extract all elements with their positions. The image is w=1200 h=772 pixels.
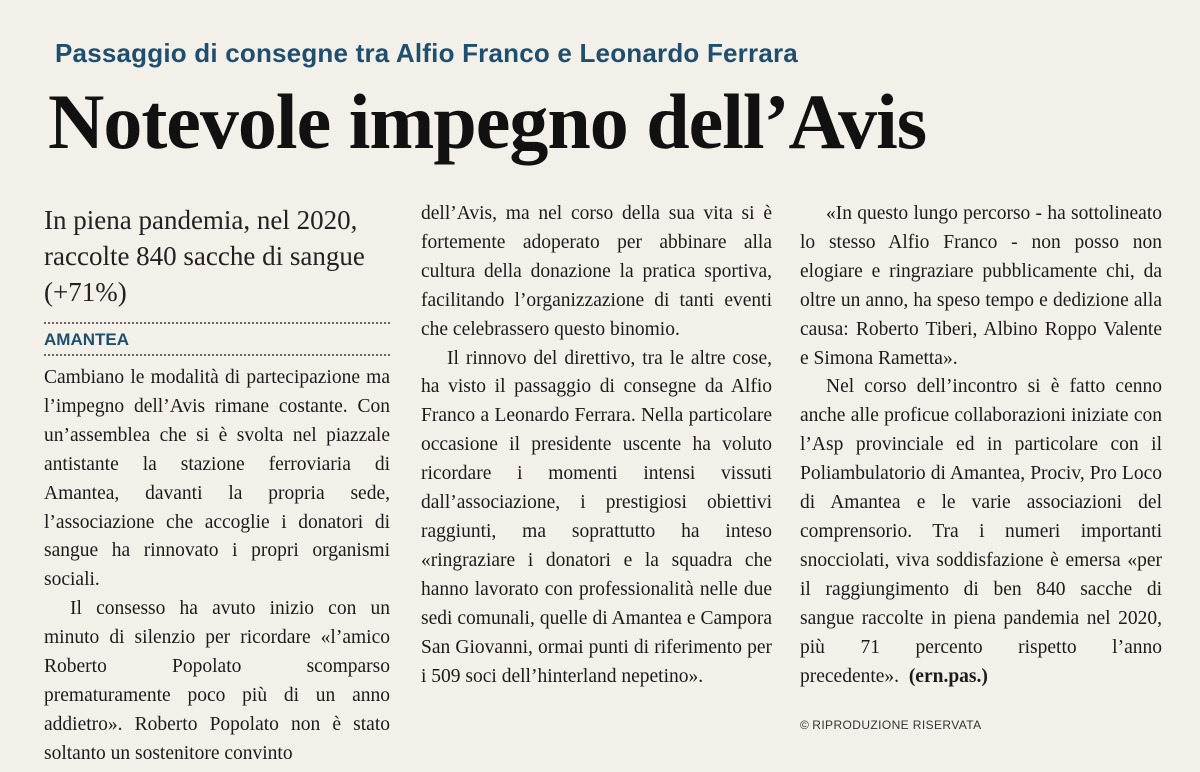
paragraph: Il consesso ha avuto inizio con un minuto di silenzio per ricordare «l’amico Roberto Popolato scomparso prematuramente poco più di un anno addietro». Roberto Popolato non è stato soltanto un sostenitore convinto bbox=[44, 598, 390, 764]
kicker: Passaggio di consegne tra Alfio Franco e Leonardo Ferrara bbox=[55, 38, 798, 68]
paragraph: dell’Avis, ma nel corso della sua vita si è fortemente adoperato per abbinare alla cultura della donazione la pratica sportiva, facilitando l’organizzazione di tanti eventi che celebrassero questo binomio. bbox=[421, 203, 772, 340]
headline: Notevole impegno dell’Avis bbox=[48, 78, 927, 165]
subheading: In piena pandemia, nel 2020, raccolte 840 sacche di sangue (+71%) bbox=[44, 205, 365, 307]
dotted-divider bbox=[44, 354, 390, 356]
paragraph-text: Nel corso dell’incontro si è fatto cenno anche alle proficue collaborazioni iniziate con l’Asp provinciale ed in particolare con il Poliambulatorio di Amantea, Prociv, Pro Loco di Amantea e le varie associazioni del comprensorio. Tra i numeri importanti snocciolati, viva soddisfazione è emersa «per il raggiungimento di ben 840 sacche di sangue raccolte in piena pandemia nel 2020, più 71 percento rispetto l’anno precedente». bbox=[800, 376, 1162, 687]
copyright-notice bbox=[800, 718, 982, 732]
author-signature: (ern.pas.) bbox=[908, 665, 988, 687]
paragraph: «In questo lungo percorso - ha sottolineato lo stesso Alfio Franco - non posso non elogiare e ringraziare pubblicamente chi, da oltre un anno, ha speso tempo e dedizione alla causa: Roberto Tiberi, Albino Roppo Valente e Simona Rametta». bbox=[800, 203, 1162, 369]
location-label: AMANTEA bbox=[44, 330, 129, 349]
dotted-divider bbox=[44, 322, 390, 324]
paragraph: Il rinnovo del direttivo, tra le altre cose, ha visto il passaggio di consegne da Alfio Franco a Leonardo Ferrara. Nella particolare occasione il presidente uscente ha voluto ricordare i momenti intensi vissuti dall’associazione, i prestigiosi obiettivi raggiunti, ma soprattutto ha inteso «ringraziare i donatori e la squadra che hanno lavorato con professionalità nelle due sedi comunali, quelle di Amantea e Campora San Giovanni, ormai punti di riferimento per i 509 soci dell’hinterland nepetino». bbox=[421, 347, 772, 687]
copyright-icon: © bbox=[800, 718, 810, 732]
article-column-2 bbox=[421, 200, 772, 691]
copyright-text: RIPRODUZIONE RISERVATA bbox=[812, 718, 982, 732]
article-column-3 bbox=[800, 200, 1162, 691]
article-column-1 bbox=[44, 200, 390, 769]
paragraph: Cambiano le modalità di partecipazione ma l’impegno dell’Avis rimane costante. Con un’assemblea che si è svolta nel piazzale antistante la stazione ferroviaria di Amantea, davanti la propria sede, l’associazione che accoglie i donatori di sangue ha rinnovato i propri organismi sociali. bbox=[44, 367, 390, 591]
paragraph bbox=[800, 373, 1162, 691]
